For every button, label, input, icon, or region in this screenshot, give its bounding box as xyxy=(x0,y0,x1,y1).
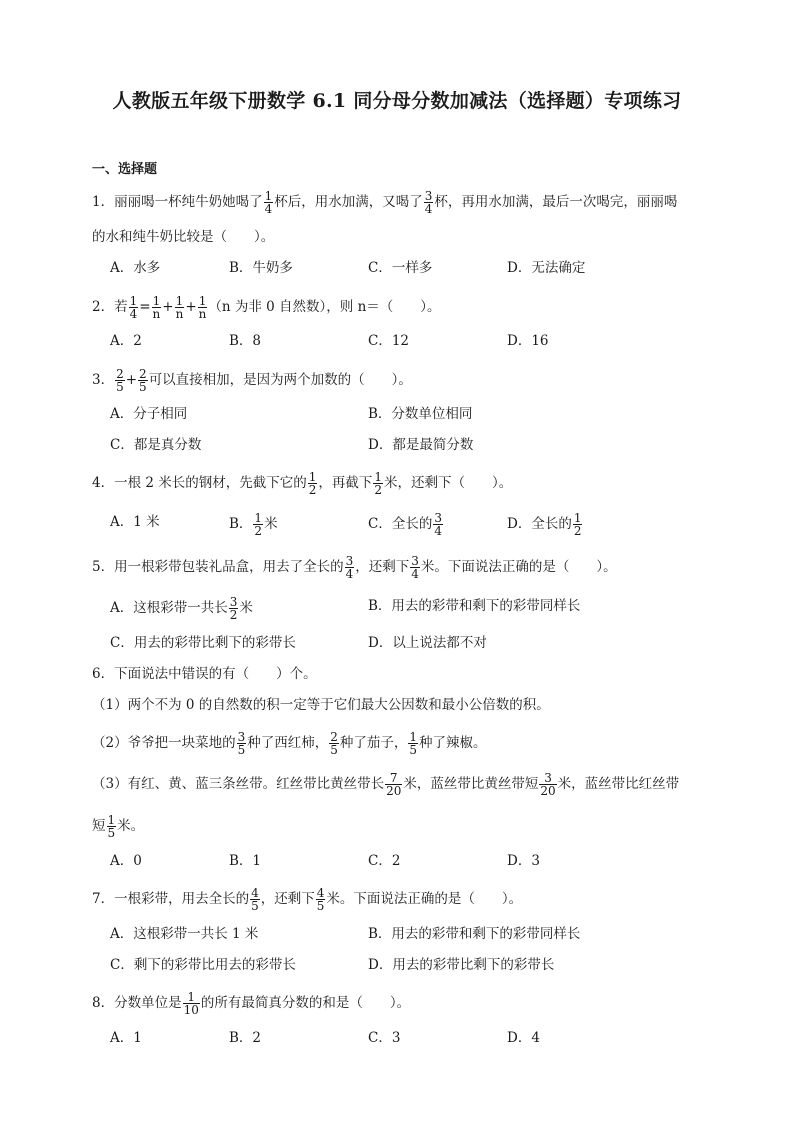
question-text: 米，还剩下（ ）。 xyxy=(384,475,513,491)
option-a: A．这根彩带一共长 1 米 xyxy=(110,926,259,942)
option-c: C．2 xyxy=(368,853,401,869)
fraction: $\frac{2}{5}$ xyxy=(330,730,338,757)
option-b: B．分数单位相同 xyxy=(368,406,473,422)
option-a: A．这根彩带一共长 $\frac{3}{2}$ 米 xyxy=(110,595,253,622)
fraction: $\frac{4}{5}$ xyxy=(251,886,259,913)
fraction: $\frac{1}{4}$ xyxy=(264,189,273,216)
fraction: $\frac{3}{20}$ xyxy=(540,771,556,798)
question-text: 杯，再用水加满，最后一次喝完，丽丽喝 xyxy=(434,194,678,210)
option-b: B．2 xyxy=(229,1030,262,1046)
question-text: 米。下面说法正确的是（ ）。 xyxy=(326,891,523,907)
question-text: ，还剩下 xyxy=(260,891,315,907)
fraction: $\frac{1}{2}$ xyxy=(254,511,263,538)
question-4 xyxy=(92,471,512,496)
option-a: A．1 米 xyxy=(110,514,160,530)
question-text: 丽丽喝一杯纯牛奶她喝了 xyxy=(114,194,263,210)
option-a: A．分子相同 xyxy=(110,406,188,422)
fraction: $\frac{1}{n}$ xyxy=(152,294,161,321)
option-c: C．全长的 $\frac{3}{4}$ xyxy=(368,511,442,538)
fraction: $\frac{7}{20}$ xyxy=(386,771,402,798)
option-d: D．都是最简分数 xyxy=(368,437,474,453)
question-7 xyxy=(92,887,522,912)
option-d: D．以上说法都不对 xyxy=(368,635,487,651)
option-d: D．3 xyxy=(507,853,540,869)
option-c: C．用去的彩带比剩下的彩带长 xyxy=(110,635,296,651)
statement-3-line-1: （3）有红、黄、蓝三条丝带。红丝带比黄丝带长 $\frac{7}{20}$ 米，蓝丝带比黄丝带短 $\frac{3}{20}$ 米，蓝丝带比红丝带 xyxy=(92,771,680,798)
question-number: 3． xyxy=(92,372,115,388)
option-b: B．1 xyxy=(229,853,262,869)
option-b: B． $\frac{1}{2}$ 米 xyxy=(229,511,278,538)
question-text: 7．一根彩带，用去全长的 xyxy=(92,891,250,907)
statement-2: （2）爷爷把一块菜地的 $\frac{3}{5}$ 种了西红柿， $\frac{2}{5}$ 种了茄子， $\frac{1}{5}$ 种了辣椒。 xyxy=(92,730,487,757)
option-d: D．16 xyxy=(507,333,549,349)
fraction: $\frac{1}{5}$ xyxy=(409,730,418,757)
option-c: C．剩下的彩带比用去的彩带长 xyxy=(110,957,296,973)
question-text: ，再截下 xyxy=(318,475,373,491)
option-c: C．3 xyxy=(368,1030,401,1046)
question-3: 3． $\frac{2}{5}$ + $\frac{2}{5}$ 可以直接相加，是因为两个加数的（ ）。 xyxy=(92,367,412,394)
question-text: 的所有最简真分数的和是（ ）。 xyxy=(200,995,411,1011)
question-2: 2．若 $\frac{1}{4}$ = $\frac{1}{n}$ + $\frac{1}{n}$ + $\frac{1}{n}$ （n 为非 0 自然数），则 n＝（ ）。 xyxy=(92,294,441,321)
question-text: ，还剩下 xyxy=(355,559,410,575)
option-d: D．无法确定 xyxy=(507,260,586,276)
fraction: $\frac{1}{2}$ xyxy=(308,470,317,497)
section-heading: 一、选择题 xyxy=(92,162,158,177)
question-number: 2．若 xyxy=(92,299,128,315)
question-1-line-2: 的水和纯牛奶比较是（ ）。 xyxy=(92,229,275,245)
question-8 xyxy=(92,991,410,1016)
fraction: $\frac{2}{5}$ xyxy=(139,367,147,394)
page-title: 人教版五年级下册数学 6.1 同分母分数加减法（选择题）专项练习 xyxy=(112,90,682,112)
question-text: 4．一根 2 米长的钢材，先截下它的 xyxy=(92,475,307,491)
fraction: $\frac{4}{5}$ xyxy=(316,886,325,913)
fraction: $\frac{1}{n}$ xyxy=(175,294,184,321)
option-c: C．都是真分数 xyxy=(110,437,202,453)
fraction: $\frac{3}{4}$ xyxy=(345,554,354,581)
question-5 xyxy=(92,555,617,580)
statement-3-line-2: 短 $\frac{1}{5}$ 米。 xyxy=(92,813,145,840)
fraction: $\frac{1}{4}$ xyxy=(129,294,138,321)
fraction: $\frac{3}{4}$ xyxy=(424,189,433,216)
option-a: A．2 xyxy=(110,333,142,349)
option-d: D．4 xyxy=(507,1030,540,1046)
option-c: C．一样多 xyxy=(368,260,433,276)
option-c: C．12 xyxy=(368,333,410,349)
option-a: A．水多 xyxy=(110,260,161,276)
fraction: $\frac{3}{4}$ xyxy=(411,554,419,581)
fraction: $\frac{1}{10}$ xyxy=(183,990,199,1017)
option-a: A．0 xyxy=(110,853,142,869)
fraction: $\frac{3}{2}$ xyxy=(229,595,238,622)
question-number: 1． xyxy=(92,194,115,210)
question-text: 可以直接相加，是因为两个加数的（ ）。 xyxy=(148,372,412,388)
option-a: A．1 xyxy=(110,1030,142,1046)
question-text: 5．用一根彩带包装礼品盒，用去了全长的 xyxy=(92,559,344,575)
question-text: 米。下面说法正确的是（ ）。 xyxy=(420,559,617,575)
option-b: B．牛奶多 xyxy=(229,260,293,276)
fraction: $\frac{1}{5}$ xyxy=(107,813,116,840)
option-d: D．全长的 $\frac{1}{2}$ xyxy=(507,511,582,538)
statement-1: （1）两个不为 0 的自然数的积一定等于它们最大公因数和最小公倍数的积。 xyxy=(92,697,550,713)
fraction: $\frac{1}{2}$ xyxy=(374,470,383,497)
question-text: 8．分数单位是 xyxy=(92,995,182,1011)
fraction: $\frac{1}{n}$ xyxy=(198,294,207,321)
option-b: B．用去的彩带和剩下的彩带同样长 xyxy=(368,926,581,942)
option-d: D．用去的彩带比剩下的彩带长 xyxy=(368,957,555,973)
fraction: $\frac{3}{4}$ xyxy=(434,511,442,538)
option-b: B．用去的彩带和剩下的彩带同样长 xyxy=(368,598,581,614)
question-1-line-1 xyxy=(92,190,677,215)
question-6: 6．下面说法中错误的有（ ）个。 xyxy=(92,666,317,682)
fraction: $\frac{1}{2}$ xyxy=(573,511,582,538)
fraction: $\frac{2}{5}$ xyxy=(116,367,124,394)
fraction: $\frac{3}{5}$ xyxy=(237,730,246,757)
question-text: 杯后，用水加满，又喝了 xyxy=(274,194,423,210)
option-b: B．8 xyxy=(229,333,262,349)
question-text: （n 为非 0 自然数），则 n＝（ ）。 xyxy=(208,299,441,315)
